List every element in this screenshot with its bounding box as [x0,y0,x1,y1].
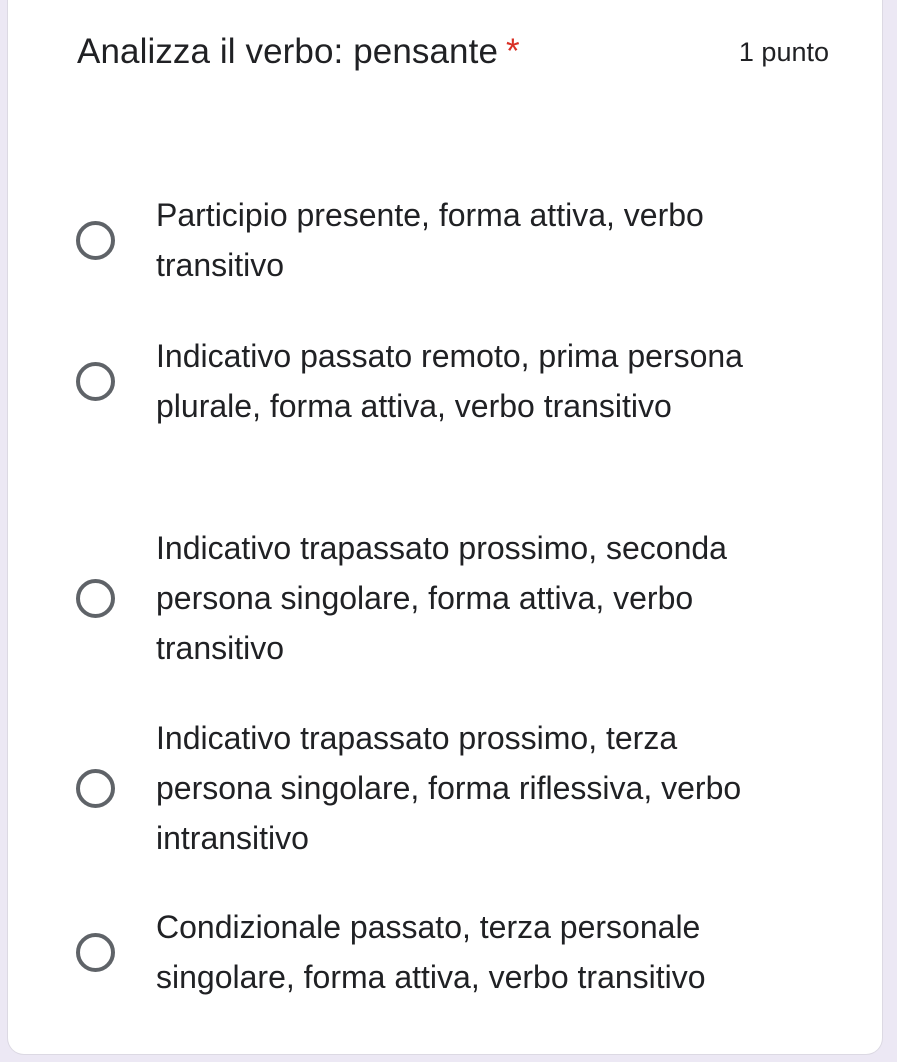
option-5[interactable] [76,902,796,1002]
option-label: Indicativo passato remoto, prima persona plurale, forma attiva, verbo transitivo [156,338,743,424]
option-3[interactable] [76,523,796,673]
option-label: Indicativo trapassato prossimo, terza persona singolare, forma riflessiva, verbo intransitivo [156,720,742,856]
option-label: Condizionale passato, terza personale singolare, forma attiva, verbo transitivo [156,909,706,995]
option-label: Indicativo trapassato prossimo, seconda persona singolare, forma attiva, verbo transitivo [156,530,727,666]
option-1[interactable] [76,190,796,290]
question-title [77,32,520,72]
radio-unchecked-icon[interactable] [76,579,115,618]
question-title-text: Analizza il verbo: pensante [77,32,499,71]
question-header [77,32,829,72]
radio-unchecked-icon[interactable] [76,933,115,972]
radio-unchecked-icon[interactable] [76,362,115,401]
question-card [8,0,882,1054]
option-label: Participio presente, forma attiva, verbo transitivo [156,197,704,283]
required-asterisk: * [506,32,520,71]
radio-unchecked-icon[interactable] [76,769,115,808]
radio-unchecked-icon[interactable] [76,221,115,260]
option-4[interactable] [76,713,796,863]
option-2[interactable] [76,331,796,431]
points-label: 1 punto [738,36,829,67]
